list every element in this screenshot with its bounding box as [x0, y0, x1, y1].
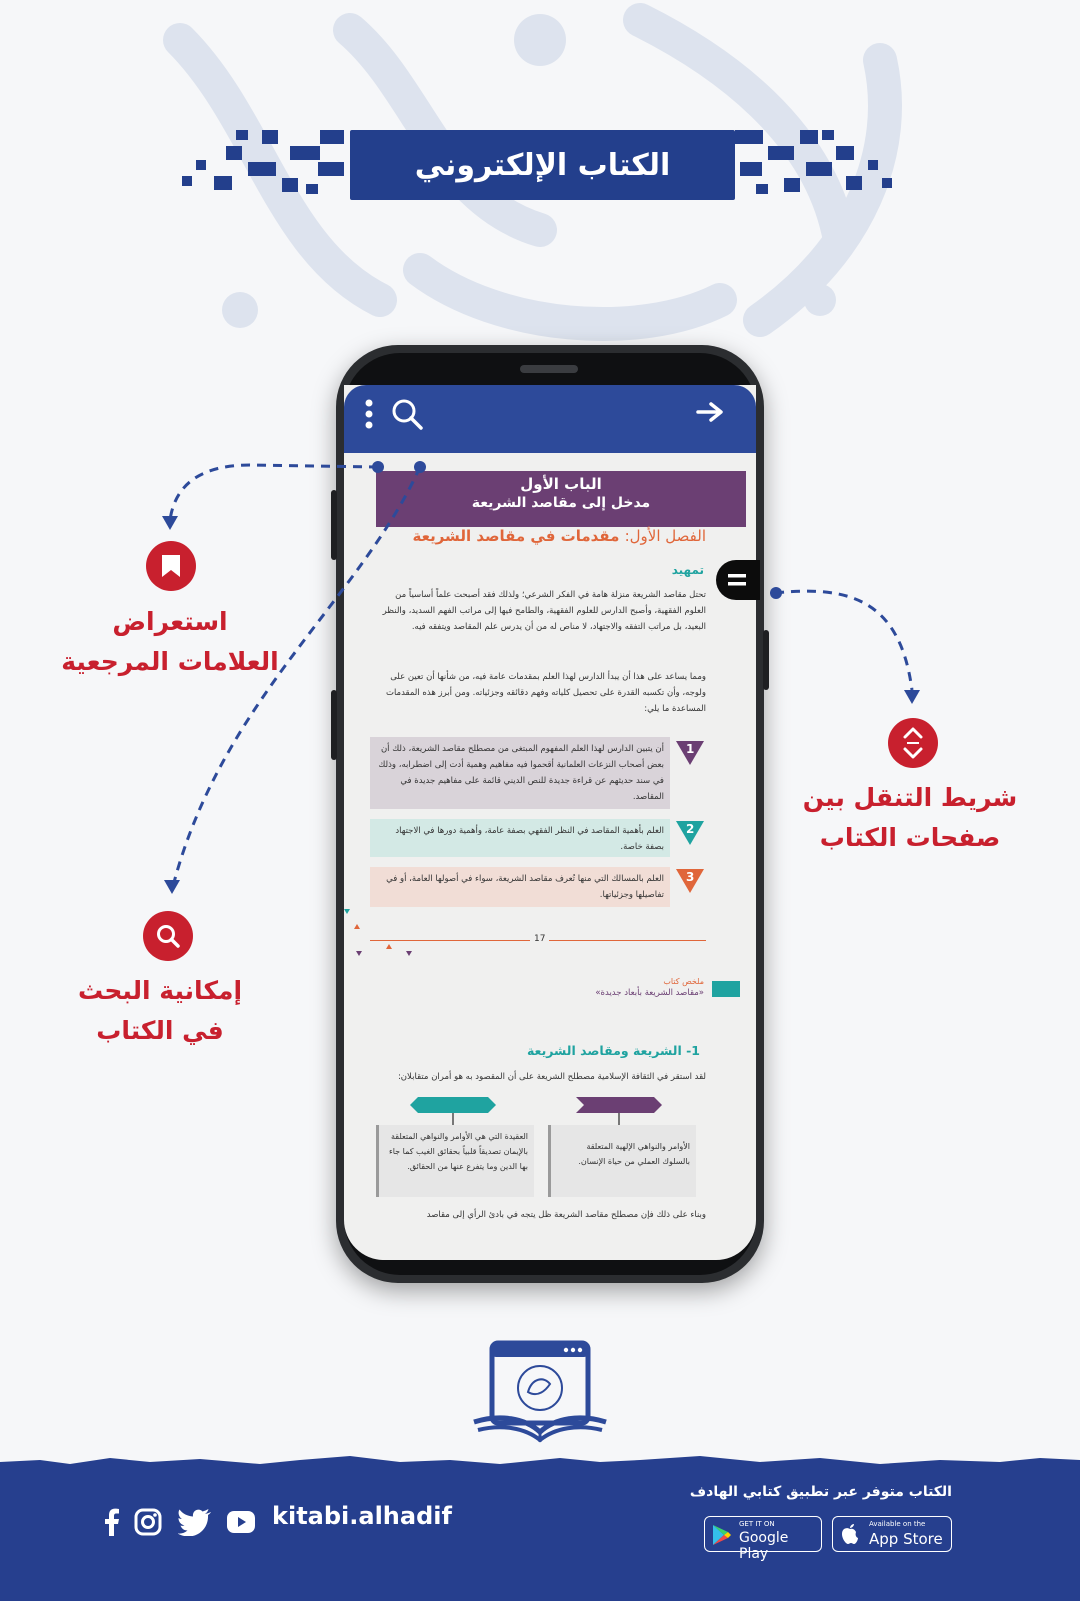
logo-book-icon — [470, 1340, 610, 1445]
summary-label: ملخص كتاب — [663, 977, 704, 986]
twitter-icon[interactable] — [178, 1508, 212, 1536]
bookmarks-label-line1: استعراض — [112, 607, 228, 636]
app-store-button[interactable] — [832, 1516, 952, 1552]
search-label-line2: في الكتاب — [96, 1016, 224, 1045]
item-number: 1 — [686, 742, 695, 756]
section-heading-text: مقدمات في مقاصد الشريعة — [412, 527, 620, 545]
page-number: 17 — [530, 934, 549, 944]
footer — [0, 1470, 1080, 1601]
website-text[interactable]: kitabi.alhadif — [272, 1502, 452, 1530]
search-label — [60, 971, 260, 1051]
navigation-label-line2: صفحات الكتاب — [819, 823, 1001, 852]
intro-paragraph-1: تحتل مقاصد الشريعة منزلة هامة في الفكر الشرعي؛ ولذلك فقد أصبحت علماً أساسياً من العلوم الفقهية، وأصبح الدارس للعلوم الفقهية، والطامح فيها إلى مراتب الفهم السديد، والنظر البعيد، بل مراتب التفقه والاجتهاد، لا مناص له من أن يدرس علم المقاصد ويتفقه فيه. — [382, 590, 706, 632]
bookmarks-label — [50, 602, 290, 682]
item-number: 3 — [686, 870, 695, 884]
intro-paragraph-2: ومما يساعد على هذا أن يبدأ الدارس لهذا العلم بمقدمات عامة فيه، من شأنها أن تعين على ولوجه، وأن تكسبه القدرة على تحصيل كلياته وفهم دقائقه وجزئياته. ومن أبرز هذه المقدمات المساعدة ما يلي: — [385, 672, 706, 714]
section-heading-prefix: الفصل الأول: — [624, 527, 706, 545]
available-text: الكتاب متوفر عبر تطبيق كتابي الهادف — [689, 1484, 952, 1500]
bookmark-icon — [160, 553, 182, 579]
apple-icon — [841, 1523, 859, 1545]
banner-title: الكتاب الإلكتروني — [414, 147, 671, 183]
sub-heading: 1- الشريعة ومقاصد الشريعة — [526, 1043, 700, 1058]
bookmarks-label-line2: العلامات المرجعية — [61, 647, 279, 676]
youtube-icon[interactable] — [226, 1508, 256, 1536]
instagram-icon[interactable] — [134, 1508, 162, 1536]
chapter-subtitle: مدخل إلى مقاصد الشريعة — [471, 495, 651, 511]
google-play-text: Google Play — [739, 1530, 789, 1562]
app-store-text: App Store — [869, 1530, 943, 1548]
definition-box-left: العقيدة التي هي الأوامر والنواهي المتعلقة بالإيمان تصديقاً قلبياً بحقائق الغيب كما جاء بها الدين وما يتفرع عنها من الحقائق. — [376, 1125, 534, 1197]
list-item: أن يتبين الدارس لهذا العلم المفهوم المبتغى من مصطلح مقاصد الشريعة، ذلك أن بعض أصحاب النزعات العلمانية أقحموا فيه مفاهيم وهمية أدت إلى اضطرابه، وذلك في سند حديثهم عن قراءة جديدة للنص الديني قائمة على مفاهيم جديدة في المقاصد. — [370, 737, 670, 809]
summary-title: «مقاصد الشريعة بأبعاد جديدة» — [595, 988, 704, 998]
list-item: العلم بالمسالك التي منها تُعرف مقاصد الشريعة، سواء في أصولها العامة، أو في تفاصيلها وجزئياتها. — [370, 867, 670, 907]
search-feature-badge — [143, 911, 193, 961]
navigation-label-line1: شريط التنقل بين — [802, 783, 1018, 812]
navigation-feature-badge — [888, 718, 938, 768]
intro-label: تمهيد — [671, 563, 704, 577]
google-play-small-text: GET IT ON — [739, 1520, 775, 1528]
search-label-line1: إمكانية البحث — [77, 976, 243, 1005]
google-play-button[interactable] — [704, 1516, 822, 1562]
facebook-icon[interactable] — [104, 1508, 120, 1536]
navigation-label — [790, 778, 1030, 858]
magnifier-icon — [155, 923, 181, 949]
up-down-icon — [900, 726, 926, 760]
list-item: العلم بأهمية المقاصد في النظر الفقهي بصفة عامة، وأهمية دورها في الاجتهاد بصفة خاصة. — [370, 819, 670, 857]
chapter-title: الباب الأول — [520, 475, 602, 493]
app-store-small-text: Available on the — [869, 1520, 926, 1528]
google-play-icon — [712, 1524, 732, 1546]
item-number: 2 — [686, 822, 695, 836]
definition-box-right: الأوامر والنواهي الإلهية المتعلقة بالسلوك العملي من حياة الإنسان. — [548, 1125, 696, 1197]
bookmark-feature-badge — [146, 541, 196, 591]
bottom-paragraph: وبناء على ذلك فإن مصطلح مقاصد الشريعة ظل يتجه في بادئ الرأي إلى مقاصد — [426, 1210, 706, 1220]
sub-intro: لقد استقر في الثقافة الإسلامية مصطلح الشريعة على أن المقصود به هو أمران متقابلان: — [397, 1072, 706, 1082]
